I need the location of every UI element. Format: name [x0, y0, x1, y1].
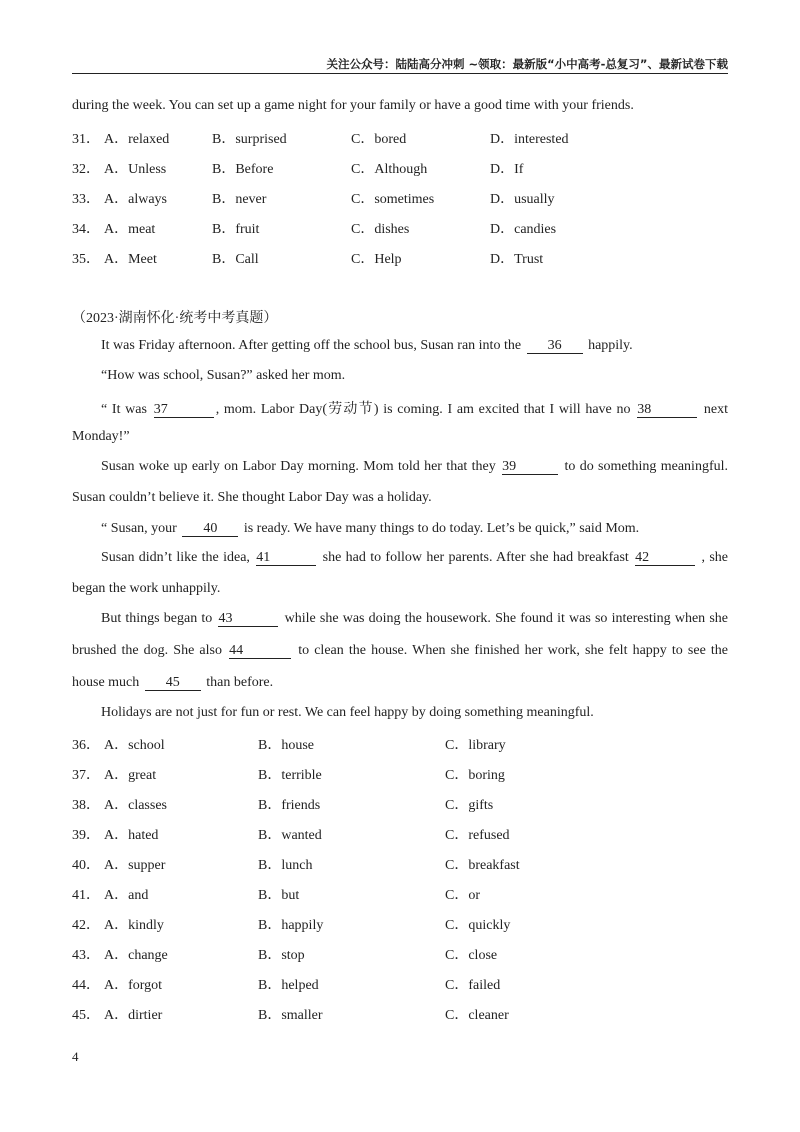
option-c: C．close: [445, 948, 498, 963]
option-a: A．classes: [104, 798, 167, 813]
option-a: A．great: [104, 768, 157, 783]
option-b: B．wanted: [258, 828, 322, 843]
passage-line: It was Friday afternoon. After getting off the school bus, Susan ran into the 36 happily.: [101, 338, 633, 353]
question-number: 45．: [72, 1008, 100, 1023]
option-c: C．sometimes: [351, 192, 435, 207]
question-43: [72, 944, 728, 962]
option-b: B．helped: [258, 978, 319, 993]
option-a: A．Meet: [104, 252, 157, 267]
question-number: 37．: [72, 768, 100, 783]
option-a: A．dirtier: [104, 1008, 163, 1023]
question-37: [72, 764, 728, 782]
question-39: [72, 824, 728, 842]
option-b: B．lunch: [258, 858, 313, 873]
question-number: 34．: [72, 222, 100, 237]
passage-continuation: during the week. You can set up a game night for your family or have a good time with your friends.: [72, 98, 634, 113]
option-b: B．never: [212, 192, 267, 207]
option-b: B．house: [258, 738, 314, 753]
page-number: 4: [72, 1049, 79, 1064]
source-note: （2023·湖南怀化·统考中考真题）: [72, 311, 278, 326]
question-number: 38．: [72, 798, 100, 813]
option-c: C．gifts: [445, 798, 494, 813]
option-c: C．boring: [445, 768, 505, 783]
question-36: [72, 734, 728, 752]
option-d: D．If: [490, 162, 524, 177]
question-44: [72, 974, 728, 992]
question-31: [72, 128, 728, 146]
blank-41: 41: [256, 551, 316, 566]
option-a: A．forgot: [104, 978, 163, 993]
blank-43: 43: [218, 612, 278, 627]
blank-39: 39: [502, 460, 558, 475]
page-header: 关注公众号：陆陆高分冲刺 ~领取：最新版“小中高考-总复习”、最新试卷下载: [326, 57, 728, 71]
header-rule: [72, 73, 728, 74]
question-number: 43．: [72, 948, 100, 963]
question-number: 36．: [72, 738, 100, 753]
passage-line: Susan woke up early on Labor Day morning. Mom told her that they 39 to do something meaningful.: [101, 459, 729, 474]
question-number: 39．: [72, 828, 100, 843]
blank-37: 37: [154, 403, 214, 418]
option-c: C．cleaner: [445, 1008, 509, 1023]
option-d: D．usually: [490, 192, 555, 207]
passage-line: “ It was 37 , mom. Labor Day(劳动节) is coming. I am excited that I will have no 38 next: [101, 402, 729, 417]
question-38: [72, 794, 728, 812]
question-number: 42．: [72, 918, 100, 933]
option-c: C．Help: [351, 252, 402, 267]
question-34: [72, 218, 728, 236]
option-a: A．kindly: [104, 918, 164, 933]
option-c: C．or: [445, 888, 480, 903]
option-b: B．but: [258, 888, 300, 903]
passage-line: “ Susan, your 40 is ready. We have many things to do today. Let’s be quick,” said Mom.: [101, 521, 640, 536]
option-c: C．quickly: [445, 918, 511, 933]
option-b: B．surprised: [212, 132, 287, 147]
option-b: B．friends: [258, 798, 321, 813]
option-a: A．Unless: [104, 162, 167, 177]
passage-line: Susan couldn’t believe it. She thought Labor Day was a holiday.: [72, 490, 432, 505]
option-a: A．school: [104, 738, 165, 753]
question-45: [72, 1004, 728, 1022]
passage-line: Susan didn’t like the idea, 41 she had to follow her parents. After she had breakfast 42 , she: [101, 550, 728, 565]
question-number: 44．: [72, 978, 100, 993]
question-40: [72, 854, 728, 872]
option-a: A．hated: [104, 828, 159, 843]
passage-line: Holidays are not just for fun or rest. We can feel happy by doing something meaningful.: [101, 705, 594, 720]
question-number: 35．: [72, 252, 100, 267]
option-c: C．breakfast: [445, 858, 520, 873]
blank-40: 40: [182, 522, 238, 537]
question-33: [72, 188, 728, 206]
option-a: A．supper: [104, 858, 166, 873]
option-b: B．smaller: [258, 1008, 323, 1023]
question-41: [72, 884, 728, 902]
option-b: B．fruit: [212, 222, 260, 237]
option-a: A．and: [104, 888, 149, 903]
question-32: [72, 158, 728, 176]
option-a: A．meat: [104, 222, 156, 237]
passage-line: Monday!”: [72, 429, 130, 444]
option-c: C．dishes: [351, 222, 410, 237]
option-c: C．refused: [445, 828, 510, 843]
option-b: B．Call: [212, 252, 259, 267]
question-42: [72, 914, 728, 932]
option-a: A．change: [104, 948, 168, 963]
option-b: B．happily: [258, 918, 324, 933]
option-d: D．Trust: [490, 252, 544, 267]
question-number: 32．: [72, 162, 100, 177]
option-c: C．Although: [351, 162, 428, 177]
option-d: D．interested: [490, 132, 569, 147]
option-c: C．bored: [351, 132, 407, 147]
question-35: [72, 248, 728, 266]
option-c: C．failed: [445, 978, 501, 993]
question-number: 33．: [72, 192, 100, 207]
option-c: C．library: [445, 738, 506, 753]
question-number: 41．: [72, 888, 100, 903]
question-number: 31．: [72, 132, 100, 147]
blank-44: 44: [229, 644, 291, 659]
blank-36: 36: [527, 339, 583, 354]
option-b: B．terrible: [258, 768, 322, 783]
passage-line: began the work unhappily.: [72, 581, 221, 596]
blank-45: 45: [145, 676, 201, 691]
passage-line: brushed the dog. She also 44 to clean the house. When she finished her work, she felt happy to see the: [72, 643, 729, 658]
question-number: 40．: [72, 858, 100, 873]
option-d: D．candies: [490, 222, 557, 237]
option-b: B．Before: [212, 162, 274, 177]
passage-line: “How was school, Susan?” asked her mom.: [101, 368, 346, 383]
option-b: B．stop: [258, 948, 305, 963]
option-a: A．always: [104, 192, 167, 207]
blank-42: 42: [635, 551, 695, 566]
passage-line: house much 45 than before.: [72, 675, 274, 690]
blank-38: 38: [637, 403, 697, 418]
option-a: A．relaxed: [104, 132, 170, 147]
passage-line: But things began to 43 while she was doing the housework. She found it was so interesting when she: [101, 611, 729, 626]
